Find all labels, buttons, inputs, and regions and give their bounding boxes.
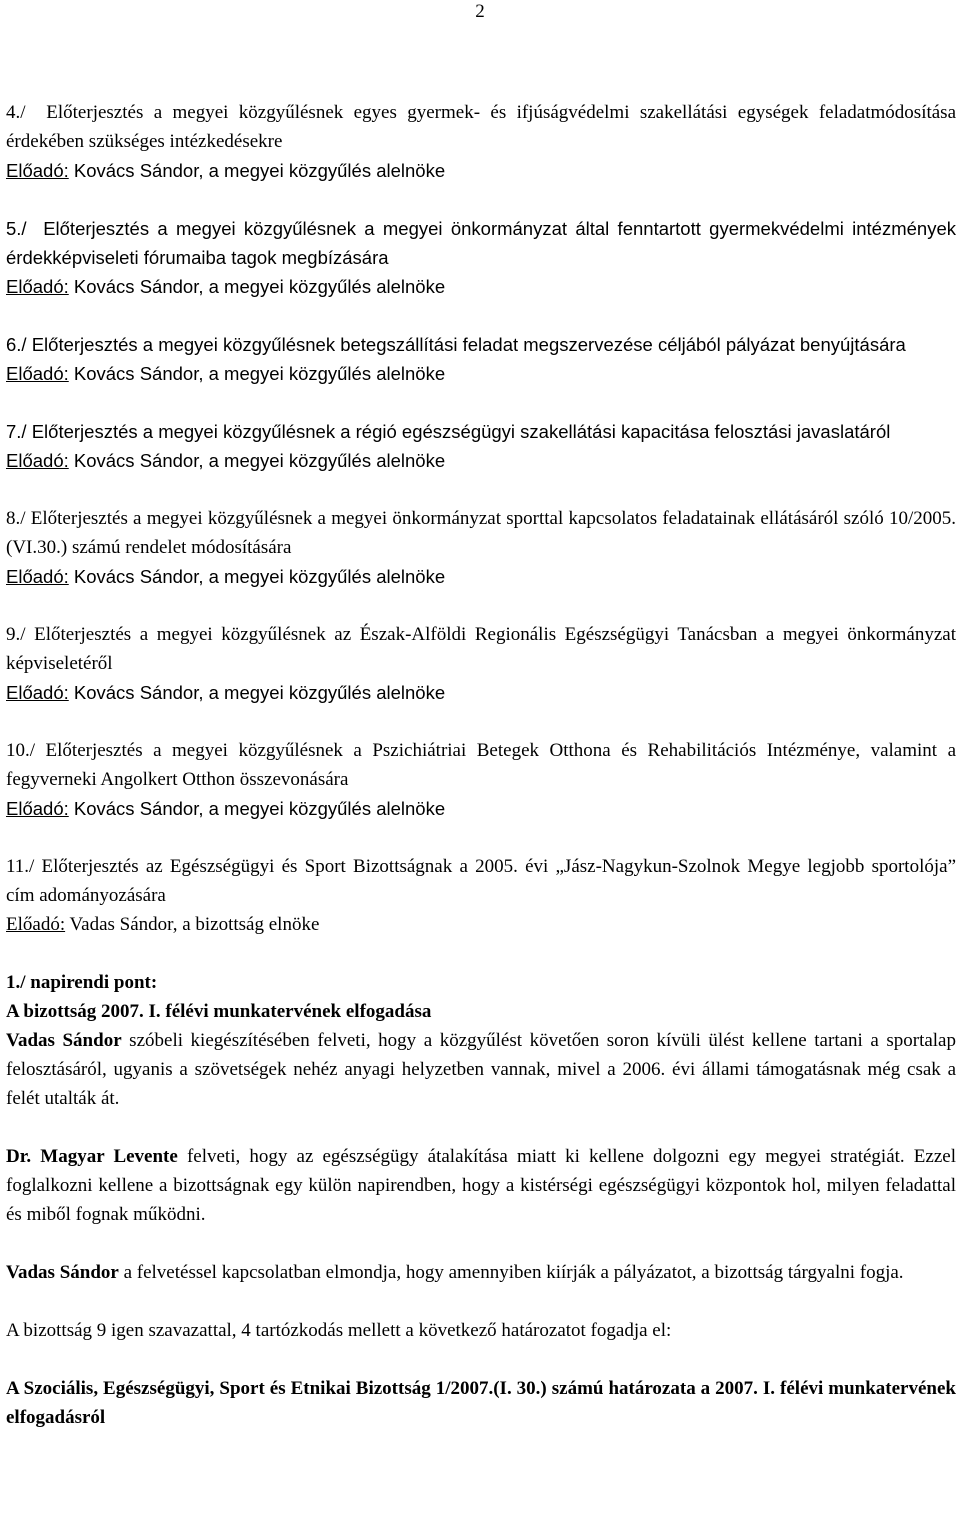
agenda-item-7 — [6, 417, 956, 475]
item-number: 5./ — [6, 218, 27, 239]
agenda-item-11 — [6, 852, 956, 939]
item-number: 11./ — [6, 856, 35, 877]
presenter: Kovács Sándor, a megyei közgyűlés alelnöke — [68, 798, 446, 819]
item-text: Előterjesztés a megyei közgyűlésnek egyes gyermek- és ifjúságvédelmi szakellátási egységek feladatmódosítása érdekében szükséges intézkedésekre — [6, 102, 957, 152]
paragraph-text: felveti, hogy az egészségügy átalakítása miatt ki kellene dolgozni egy megyei stratégiát. Ezzel foglalkozni kellene a bizottságnak egy külön napirendben, hogy a kistérségi egészségügyi központok hol, milyen feladattal és miből fognak működni. — [6, 1146, 956, 1225]
document-body — [6, 98, 956, 1432]
napirend-section — [6, 968, 956, 1026]
discussion-paragraph-1 — [6, 1026, 956, 1113]
item-number: 7./ — [6, 421, 27, 442]
napirend-heading: 1./ napirendi pont: — [6, 972, 158, 993]
resolution-title: A Szociális, Egészségügyi, Sport és Etnikai Bizottság 1/2007.(I. 30.) számú határozata a 2007. I. félévi munkatervének elfogadásról — [6, 1378, 956, 1428]
presenter-label: Előadó: — [6, 798, 69, 819]
agenda-item-6 — [6, 330, 956, 388]
vote-text: A bizottság 9 igen szavazattal, 4 tartózkodás mellett a következő határozatot fogadja el: — [6, 1320, 672, 1341]
item-number: 4./ — [6, 102, 26, 123]
presenter-label: Előadó: — [6, 160, 69, 181]
item-text: Előterjesztés a megyei közgyűlésnek a megyei önkormányzat által fenntartott gyermekvédelmi intézmények érdekképviseleti fórumaiba tagok megbízására — [6, 218, 957, 268]
speaker-name: Dr. Magyar Levente — [6, 1146, 178, 1167]
paragraph-text: szóbeli kiegészítésében felveti, hogy a közgyűlést követően soron kívüli ülést kellene tartani a sportalap felosztásáról, ugyanis a szövetségek nehéz anyagi helyzetben vannak, mivel a 2006. évi állami támogatásnak még csak a felét utalták át. — [6, 1030, 956, 1109]
agenda-item-4 — [6, 98, 956, 185]
presenter-label: Előadó: — [6, 276, 69, 297]
speaker-name: Vadas Sándor — [6, 1030, 122, 1051]
item-text: Előterjesztés a megyei közgyűlésnek a megyei önkormányzat sporttal kapcsolatos feladatainak ellátásáról szóló 10/2005.(VI.30.) számú rendelet módosítására — [6, 508, 957, 558]
presenter-label: Előadó: — [6, 450, 69, 471]
item-text: Előterjesztés a megyei közgyűlésnek a régió egészségügyi szakellátási kapacitása felosztási javaslatáról — [31, 421, 891, 442]
speaker-name: Vadas Sándor — [6, 1262, 119, 1283]
agenda-item-9 — [6, 620, 956, 707]
paragraph-text: a felvetéssel kapcsolatban elmondja, hogy amennyiben kiírják a pályázatot, a bizottság tárgyalni fogja. — [118, 1262, 904, 1283]
agenda-item-8 — [6, 504, 956, 591]
item-text: Előterjesztés a megyei közgyűlésnek az Észak-Alföldi Regionális Egészségügyi Tanácsban a megyei önkormányzat képviseletéről — [6, 624, 957, 674]
agenda-item-10 — [6, 736, 956, 823]
presenter: Kovács Sándor, a megyei közgyűlés alelnöke — [68, 450, 446, 471]
item-number: 8./ — [6, 508, 26, 529]
presenter: Kovács Sándor, a megyei közgyűlés alelnöke — [68, 276, 446, 297]
item-number: 9./ — [6, 624, 26, 645]
presenter-label: Előadó: — [6, 566, 69, 587]
item-text: Előterjesztés a megyei közgyűlésnek a Pszichiátriai Betegek Otthona és Rehabilitációs Intézménye, valamint a fegyverneki Angolkert Otthon összevonására — [6, 740, 956, 790]
presenter-label: Előadó: — [6, 914, 66, 935]
presenter: Kovács Sándor, a megyei közgyűlés alelnöke — [68, 363, 446, 384]
discussion-paragraph-3 — [6, 1258, 956, 1287]
presenter: Kovács Sándor, a megyei közgyűlés alelnöke — [68, 160, 446, 181]
item-text: Előterjesztés a megyei közgyűlésnek betegszállítási feladat megszervezése céljából pályázat benyújtására — [31, 334, 906, 355]
presenter-label: Előadó: — [6, 682, 69, 703]
napirend-title: A bizottság 2007. I. félévi munkatervének elfogadása — [6, 1001, 432, 1022]
discussion-paragraph-2 — [6, 1142, 956, 1229]
presenter: Vadas Sándor, a bizottság elnöke — [65, 914, 320, 935]
item-number: 6./ — [6, 334, 27, 355]
presenter-label: Előadó: — [6, 363, 69, 384]
presenter: Kovács Sándor, a megyei közgyűlés alelnöke — [68, 682, 446, 703]
item-number: 10./ — [6, 740, 36, 761]
page-number: 2 — [475, 1, 485, 22]
agenda-item-5 — [6, 214, 956, 301]
item-text: Előterjesztés az Egészségügyi és Sport Bizottságnak a 2005. évi „Jász-Nagykun-Szolnok Megye legjobb sportolója” cím adományozására — [6, 856, 956, 906]
presenter: Kovács Sándor, a megyei közgyűlés alelnöke — [68, 566, 446, 587]
